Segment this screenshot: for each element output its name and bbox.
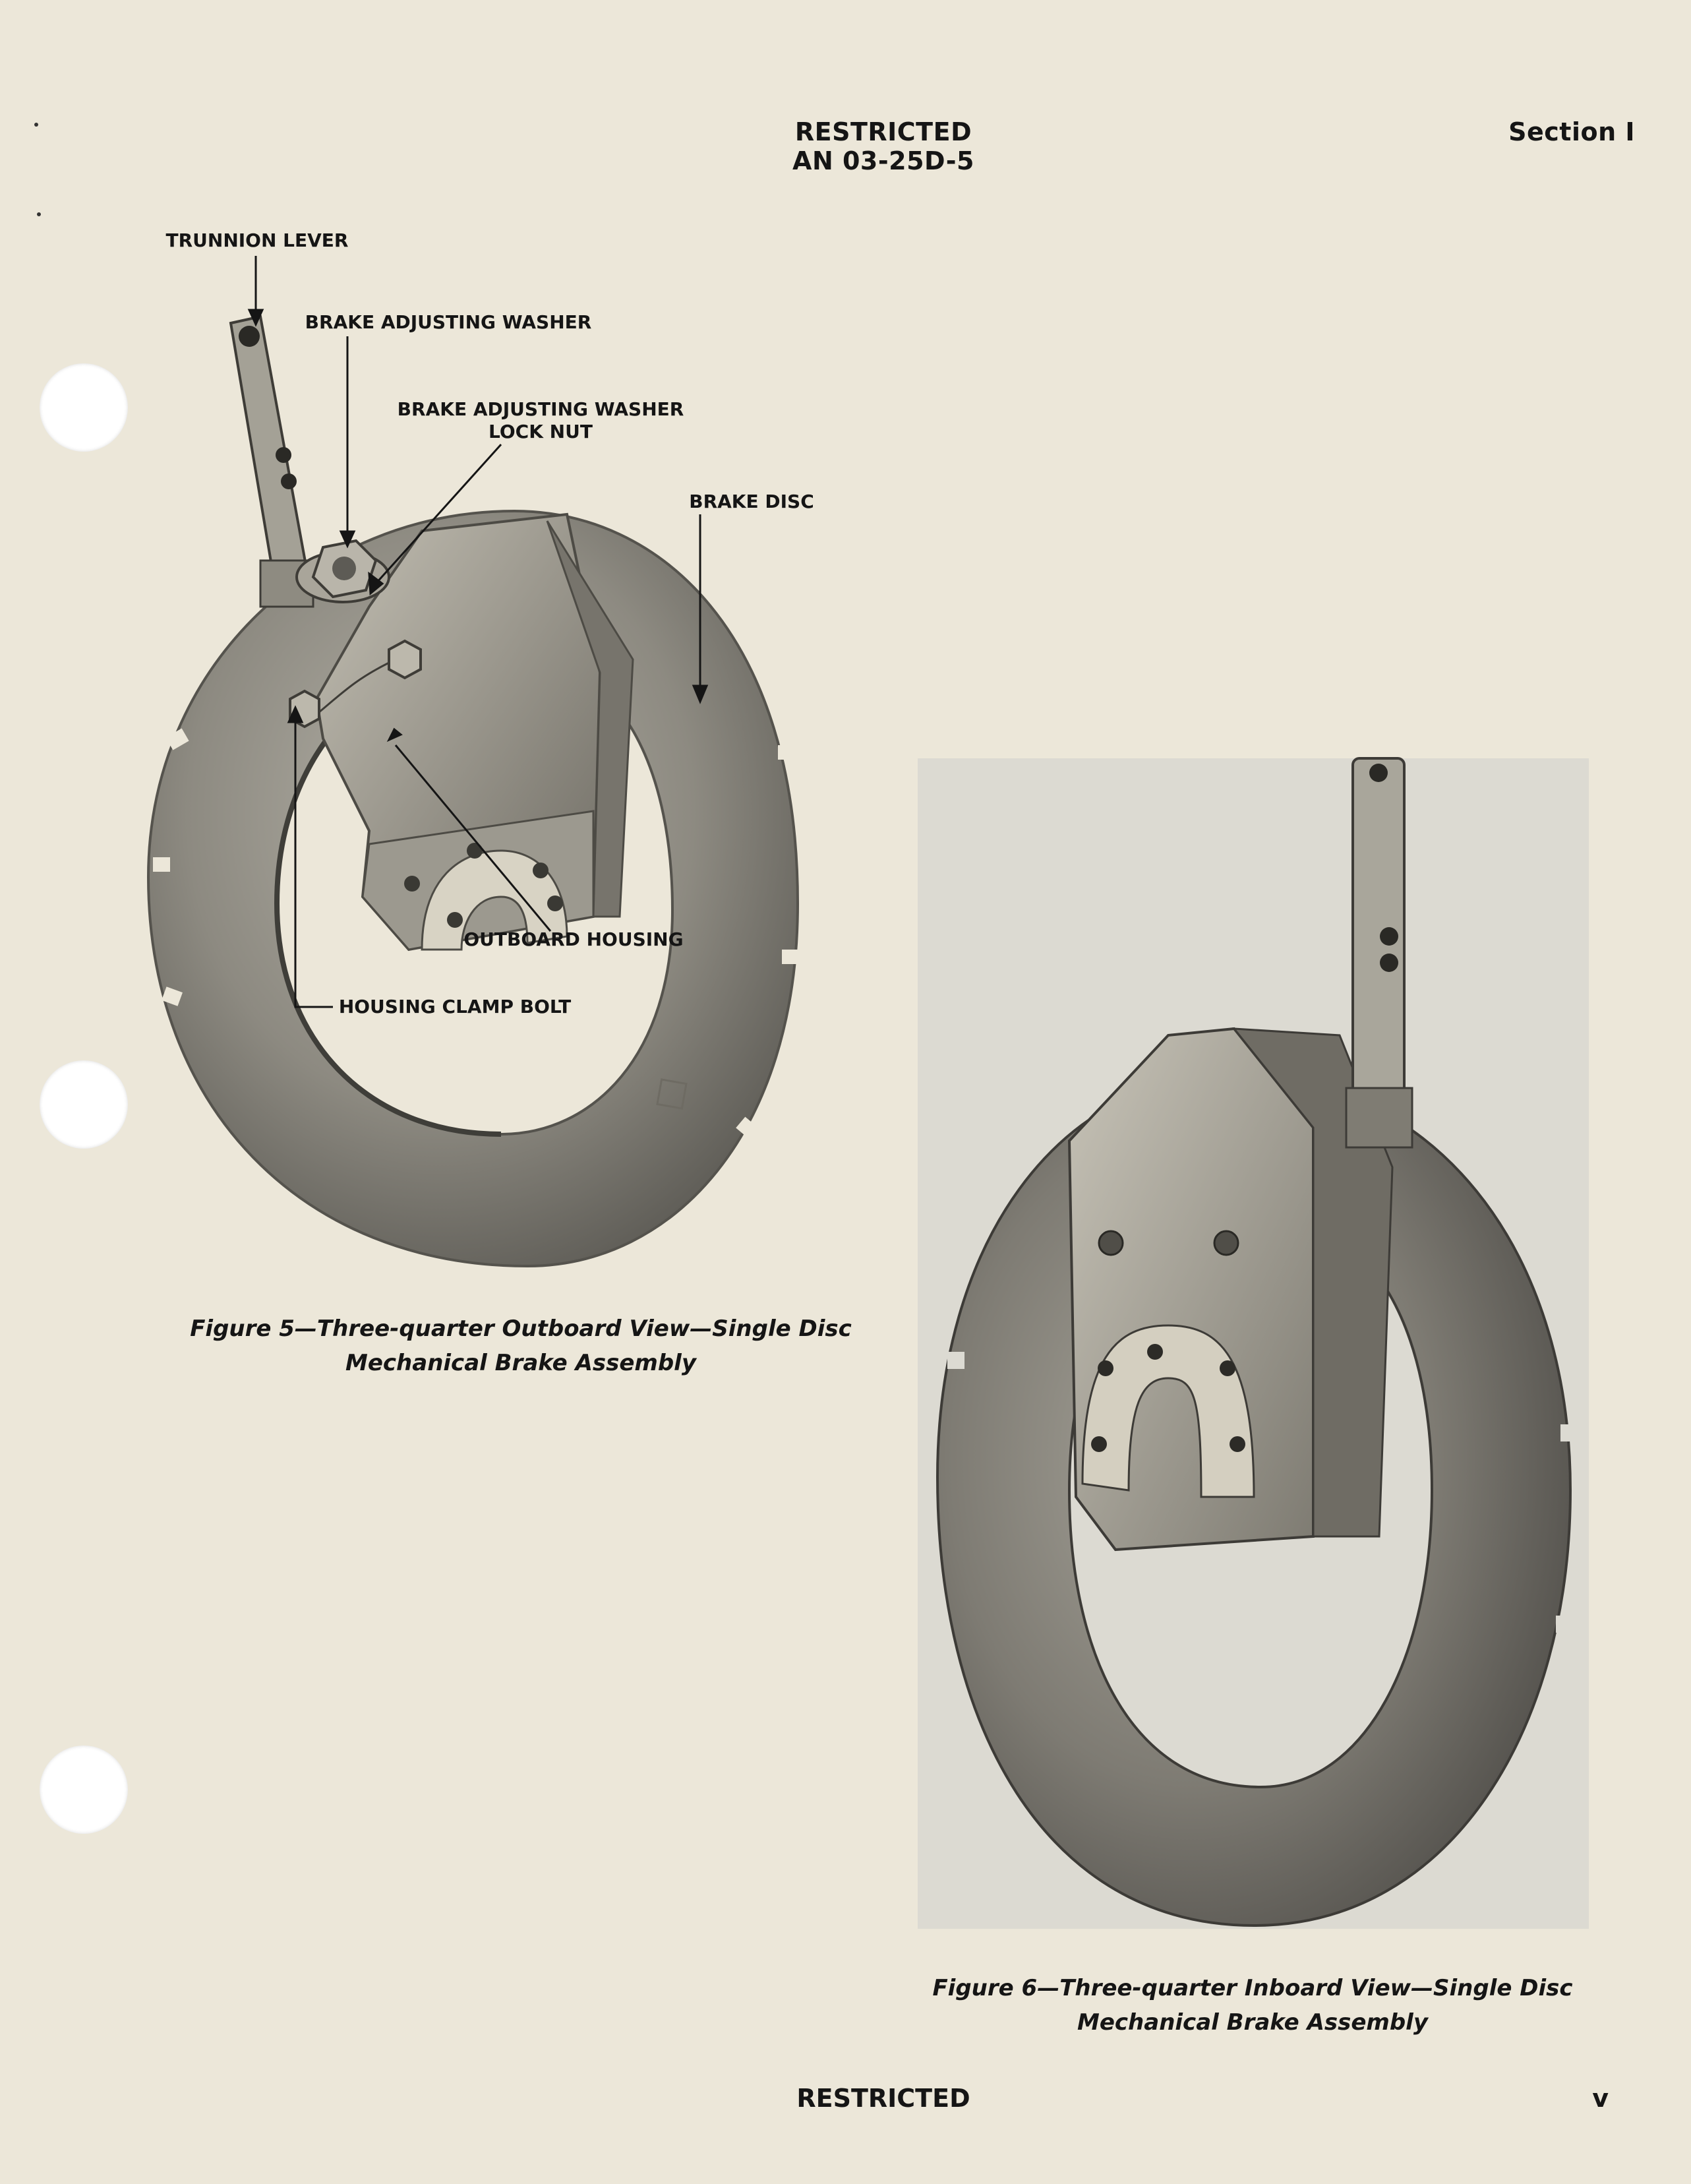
arrowhead-outboard-housing	[389, 729, 401, 740]
label-brake-adjusting-washer: BRAKE ADJUSTING WASHER	[305, 311, 592, 333]
arrowhead-brake-disc	[694, 686, 707, 702]
label-lock-nut-line2: LOCK NUT	[489, 421, 593, 442]
footer-page-number: v	[1592, 2084, 1609, 2113]
trunnion-lever-inboard	[1346, 758, 1412, 1147]
arrowhead-brake-adjusting-washer	[341, 531, 354, 546]
label-brake-disc: BRAKE DISC	[689, 491, 814, 512]
label-housing-clamp-bolt: HOUSING CLAMP BOLT	[338, 996, 572, 1017]
figure-6-caption-line2: Mechanical Brake Assembly	[1077, 2009, 1428, 2036]
leader-outboard-housing	[396, 745, 550, 931]
figure-5-caption-line1: Figure 5—Three-quarter Outboard View—Single Disc	[190, 1316, 852, 1342]
header-section: Section I	[1508, 117, 1635, 146]
inboard-housing	[1069, 1029, 1392, 1550]
header-doc-number: AN 03-25D-5	[792, 146, 974, 175]
arrowhead-lock-nut	[369, 574, 382, 593]
footer-classification: RESTRICTED	[796, 2084, 970, 2113]
label-lock-nut-line1: BRAKE ADJUSTING WASHER	[397, 398, 684, 420]
header-classification: RESTRICTED	[794, 117, 972, 146]
label-outboard-housing: OUTBOARD HOUSING	[463, 928, 684, 950]
figure-5-caption-line2: Mechanical Brake Assembly	[345, 1350, 696, 1376]
arrowhead-housing-clamp-bolt	[289, 708, 302, 722]
leader-housing-clamp-bolt	[295, 715, 333, 1007]
figure-6-photo	[918, 758, 1589, 1929]
label-trunnion-lever: TRUNNION LEVER	[165, 229, 349, 251]
figure-6-caption-line1: Figure 6—Three-quarter Inboard View—Single Disc	[932, 1975, 1573, 2001]
arrowhead-trunnion-lever	[249, 310, 262, 324]
leader-lock-nut	[376, 444, 501, 584]
